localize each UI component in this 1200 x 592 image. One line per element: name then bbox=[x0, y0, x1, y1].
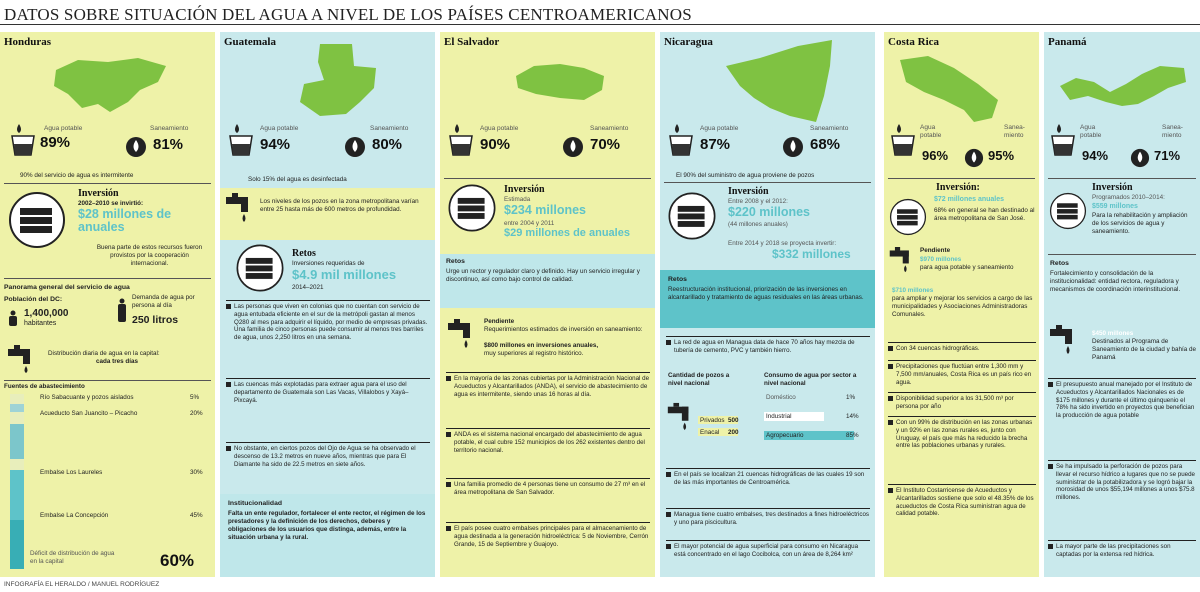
panorama-title: Panorama general del servicio de agua bbox=[4, 284, 130, 291]
nicaragua-map-icon bbox=[720, 36, 840, 126]
fuentes-title: Fuentes de abastecimiento bbox=[4, 383, 85, 390]
inv-sub2: Entre 2014 y 2018 se proyecta invertir: bbox=[728, 240, 837, 247]
san-percent: 95% bbox=[988, 148, 1015, 163]
divider bbox=[888, 178, 1035, 179]
san-percent: 81% bbox=[153, 136, 184, 153]
cons-title: Consumo de agua por sector a nivel nacional bbox=[764, 372, 857, 387]
pend-text: Requerimientos estimados de inversión en saneamiento: bbox=[484, 326, 643, 333]
inv-note: Para la rehabilitación y ampliación de los servicios de agua y saneamiento. bbox=[1092, 212, 1188, 235]
guatemala-column bbox=[220, 32, 435, 577]
agua-percent: 90% bbox=[480, 136, 511, 153]
inv-amount1: $234 millones bbox=[504, 203, 586, 217]
inv-title: Inversión bbox=[728, 186, 769, 197]
retos-amount: $4.9 mil millones bbox=[292, 267, 397, 282]
san-label: Saneamiento bbox=[370, 125, 409, 132]
pop-label: Población del DC: bbox=[4, 296, 63, 303]
retos-title: Retos bbox=[668, 276, 687, 283]
bullet: En el país se localizan 21 cuencas hidrográficas de las cuales 19 son de las más importantes de Centroamérica. bbox=[666, 468, 870, 487]
country-name: Guatemala bbox=[224, 36, 276, 48]
bullet: Precipitaciones que fluctúan entre 1,300 mm y 7,500 mm/anuales, Costa Rica es un país rico en agua. bbox=[888, 360, 1036, 386]
inv-amount1: $220 millones bbox=[728, 205, 810, 219]
divider bbox=[1048, 254, 1196, 255]
pop-unit: habitantes bbox=[24, 320, 57, 327]
inst-text: Falta un ente regulador, fortalecer el ente rector, el régimen de los prestadores y la definición de los derechos, deberes y obligaciones de los usuarios que distinga, además, entre la situación urbana y la rural. bbox=[228, 510, 426, 541]
bullet: Managua tiene cuatro embalses, tres destinados a fines hidroeléctricos y uno para piscicultura. bbox=[666, 508, 870, 527]
inv-note: Buena parte de estos recursos fueron provistos por la cooperación internacional. bbox=[96, 244, 203, 267]
retos-title: Retos bbox=[446, 258, 465, 265]
water-level-bar bbox=[10, 394, 24, 569]
divider bbox=[444, 178, 651, 179]
san-percent: 80% bbox=[372, 136, 403, 153]
sanitation-drop-icon bbox=[562, 136, 584, 158]
people-icon bbox=[6, 310, 20, 326]
bullet: La red de agua en Managua data de hace 70 años hay mezcla de tubería de cemento, PVC y también hierro. bbox=[666, 336, 870, 355]
faucet-icon bbox=[1048, 324, 1078, 356]
pozo-value: 500 bbox=[728, 417, 739, 424]
pend-title: Pendiente bbox=[920, 247, 951, 254]
san-label: Sanea-miento bbox=[1162, 124, 1183, 140]
faucet-icon bbox=[224, 192, 254, 224]
pozo-name: Privados bbox=[700, 417, 725, 424]
agua-percent: 96% bbox=[922, 148, 949, 163]
bullet: Las personas que viven en colonias que no cuentan con servicio de agua entubada eficiente en el sur de la metrópoli gastan al menos Q280 al mes para adquirir el líquido, por medio de empresas privadas. Una familia de cinco personas puede consumir al menos tres barriles de agua, unos 2,250 litros en una semana. bbox=[226, 300, 430, 342]
inv-sub: Programados 2010–2014: bbox=[1092, 194, 1165, 201]
deficit-value: 60% bbox=[160, 551, 195, 570]
inv-amount: $72 millones anuales bbox=[934, 196, 1005, 203]
page-title: DATOS SOBRE SITUACIÓN DEL AGUA A NIVEL DE LOS PAÍSES CENTROAMERICANOS bbox=[4, 5, 692, 24]
bullet: El país posee cuatro embalses principales para el almacenamiento de agua destinada a la generación hidroeléctrica: 5 de Noviembre, Cerrón Grande, 15 de Septiembre y Guajoyo. bbox=[446, 522, 650, 548]
san-percent: 70% bbox=[590, 136, 621, 153]
water-glass-icon bbox=[1050, 124, 1076, 156]
inv-sub: Entre 2008 y el 2012: bbox=[728, 198, 788, 205]
ret-text: Destinados al Programa de Saneamiento de la ciudad y bahía de Panamá bbox=[1092, 338, 1196, 361]
agua-label: Agua potable bbox=[920, 124, 942, 140]
agua-label: Agua potable bbox=[44, 125, 83, 132]
retos-text: Fortalecimiento y consolidación de la institucionalidad: entidad rectora, reguladora y mecanismos de coordinación interinstitucional. bbox=[1050, 270, 1181, 293]
inv-amount: $28 millones de anuales bbox=[78, 207, 172, 235]
retos-text: Reestructuración institucional, priorización de las inversiones en alcantarillado y tratamiento de aguas residuales en las áreas urbanas. bbox=[668, 286, 864, 301]
inv-title: Inversión bbox=[504, 184, 545, 195]
sanitation-drop-icon bbox=[782, 136, 804, 158]
agua-label: Agua potable bbox=[260, 125, 299, 132]
inv-amount: $559 millones bbox=[1092, 203, 1138, 210]
water-glass-icon bbox=[448, 124, 474, 156]
source-pct: 20% bbox=[190, 410, 203, 417]
water-glass-icon bbox=[890, 124, 916, 156]
agua-percent: 87% bbox=[700, 136, 731, 153]
faucet-icon bbox=[6, 344, 36, 374]
divider bbox=[4, 278, 211, 279]
credit-footer: INFOGRAFÍA EL HERALDO / MANUEL RODRÍGUEZ bbox=[4, 581, 160, 588]
money-stack-icon bbox=[1048, 192, 1088, 230]
source-name: Embalse La Concepción bbox=[40, 512, 109, 519]
cons-pct: 1% bbox=[846, 394, 856, 401]
costarica-column bbox=[884, 32, 1039, 577]
pozos-note: El 90% del suministro de agua proviene de pozos bbox=[676, 172, 815, 179]
divider bbox=[4, 183, 211, 184]
san-label: Saneamiento bbox=[590, 125, 629, 132]
retos-title: Retos bbox=[1050, 260, 1069, 267]
san-label: Saneamiento bbox=[150, 125, 189, 132]
pend-title: Pendiente bbox=[484, 318, 515, 325]
source-name: Embalse Los Laureles bbox=[40, 469, 103, 476]
country-name: Costa Rica bbox=[888, 36, 940, 48]
panama-map-icon bbox=[1056, 56, 1190, 116]
pend-amount2: $710 millones bbox=[892, 287, 934, 294]
agua-label: Agua potable bbox=[480, 125, 519, 132]
retos-period: 2014–2021 bbox=[292, 284, 324, 291]
water-glass-icon bbox=[228, 124, 254, 156]
demand-value: 250 litros bbox=[132, 314, 179, 326]
agua-label: Agua potable bbox=[1080, 124, 1102, 140]
inv-period: 2002–2010 se invirtió: bbox=[78, 200, 144, 207]
divider bbox=[1048, 178, 1196, 179]
money-stack-icon bbox=[666, 192, 718, 240]
disinfected-note: Solo 15% del agua es desinfectada bbox=[248, 176, 347, 183]
bullet: El mayor potencial de agua superficial para consumo en Nicaragua está concentrado en el lago Cocibolca, con un área de 8,264 km² bbox=[666, 540, 870, 559]
honduras-map-icon bbox=[48, 52, 173, 124]
money-stack-icon bbox=[6, 192, 68, 248]
pozo-name: Enacal bbox=[700, 429, 720, 436]
retos-sub: Inversiones requeridas de bbox=[292, 260, 365, 267]
demand-label: Demanda de agua por persona al día bbox=[132, 294, 195, 309]
inv-note: 68% en general se han destinado al área metropolitana de San José. bbox=[934, 207, 1035, 222]
bullet: Con un 99% de distribución en las zonas urbanas y un 92% en las zonas rurales es, junto con Uruguay, el país que más ha reducido la brecha entre las poblaciones urbanas y rurales. bbox=[888, 416, 1036, 450]
agua-percent: 94% bbox=[1082, 148, 1109, 163]
divider bbox=[4, 380, 211, 381]
country-name: El Salvador bbox=[444, 36, 500, 48]
money-stack-icon bbox=[888, 198, 928, 236]
header bbox=[0, 0, 1200, 28]
inv-title: Inversión bbox=[78, 188, 119, 199]
elsalvador-map-icon bbox=[510, 56, 610, 106]
source-pct: 30% bbox=[190, 469, 203, 476]
panama-column bbox=[1044, 32, 1200, 577]
bullet: En la mayoría de las zonas cubiertas por la Administración Nacional de Acueductos y Alcantarillados (ANDA), el servicio de abastecimiento de agua es intermitente, siendo unas 16 horas al día. bbox=[446, 372, 650, 398]
san-percent: 71% bbox=[1154, 148, 1181, 163]
water-glass-icon bbox=[10, 124, 36, 156]
inv-amount2: $29 millones de anuales bbox=[504, 227, 630, 239]
faucet-icon bbox=[446, 318, 476, 350]
intermittent-note: 90% del servicio de agua es intermitente bbox=[20, 172, 134, 179]
san-label: Saneamiento bbox=[810, 125, 849, 132]
cons-name: Doméstico bbox=[766, 394, 796, 401]
cons-name: Industrial bbox=[766, 413, 792, 420]
sanitation-drop-icon bbox=[1130, 148, 1150, 168]
cons-pct: 14% bbox=[846, 413, 859, 420]
inv-title: Inversión bbox=[1092, 182, 1133, 193]
bullet: La mayor parte de las precipitaciones son captadas por la extensa red hídrica. bbox=[1048, 540, 1196, 559]
water-glass-icon bbox=[668, 124, 694, 156]
bullet: Disponibilidad superior a los 31,500 m³ por persona por año bbox=[888, 392, 1036, 411]
cons-pct: 85% bbox=[846, 432, 859, 439]
pozo-value: 200 bbox=[728, 429, 739, 436]
bullet: Se ha impulsado la perforación de pozos para llevar el recurso hídrico a lugares que no se puede suministrar de la potabilizadora y se logró bajar la morosidad de unos $55,194 millones a unos $75.8 millones. bbox=[1048, 460, 1196, 502]
nicaragua-column bbox=[660, 32, 875, 577]
inv-mid: entre 2004 y 2011 bbox=[504, 220, 555, 227]
bullet: No obstante, en ciertos pozos del Ojo de Agua se ha observado el descenso de 13.2 metros en nueve años, mientras que para El Diamante ha sido de 22.5 metros en siete años. bbox=[226, 442, 430, 468]
faucet-icon bbox=[888, 246, 914, 274]
source-name: Río Sabacuante y pozos aislados bbox=[40, 394, 134, 401]
pend-text: para agua potable y saneamiento bbox=[920, 264, 1014, 271]
retos-title: Retos bbox=[292, 248, 316, 259]
source-pct: 5% bbox=[190, 394, 200, 401]
country-name: Nicaragua bbox=[664, 36, 713, 48]
bullet: El Instituto Costarricense de Acueductos y Alcantarillados sostiene que solo el 48.35% de los acueductos de Costa Rica suministran agua de calidad potable. bbox=[888, 484, 1036, 518]
cons-name: Agropecuario bbox=[766, 432, 804, 439]
country-name: Honduras bbox=[4, 36, 52, 48]
san-percent: 68% bbox=[810, 136, 841, 153]
header-rule bbox=[0, 24, 1200, 25]
pend-amount: $970 millones bbox=[920, 256, 962, 263]
sanitation-drop-icon bbox=[125, 136, 147, 158]
costarica-map-icon bbox=[894, 52, 1004, 130]
pend-text2: para ampliar y mejorar los servicios a cargo de las municipalidades y Asociaciones Administradoras Comunales. bbox=[892, 295, 1033, 318]
san-label: Sanea-miento bbox=[1004, 124, 1025, 140]
pozos-text: Los niveles de los pozos en la zona metropolitana varían entre 25 hasta más de 600 metros de profundidad. bbox=[260, 198, 419, 213]
money-stack-icon bbox=[234, 244, 286, 292]
agua-percent: 94% bbox=[260, 136, 291, 153]
sanitation-drop-icon bbox=[964, 148, 984, 168]
person-icon bbox=[116, 298, 128, 322]
inv-title: Inversión: bbox=[936, 182, 980, 193]
inv-amount2: $332 millones bbox=[772, 247, 851, 261]
pop-value: 1,400,000 bbox=[24, 308, 69, 319]
retos-text: Urge un rector y regulador claro y definido. Hay un servicio irregular y discontinuo, así como bajo control de calidad. bbox=[446, 268, 640, 283]
inv-mid: (44 millones anuales) bbox=[728, 221, 788, 228]
faucet-icon bbox=[664, 402, 696, 432]
agua-label: Agua potable bbox=[700, 125, 739, 132]
bullet: Una familia promedio de 4 personas tiene un consumo de 27 m³ en el área metropolitana de San Salvador. bbox=[446, 478, 650, 497]
divider bbox=[664, 182, 871, 183]
agua-percent: 89% bbox=[40, 134, 71, 151]
guatemala-map-icon bbox=[290, 40, 385, 120]
pend-bold: $800 millones en inversiones anuales, bbox=[484, 342, 599, 349]
bullet: Las cuencas más explotadas para extraer agua para el uso del departamento de Guatemala son Las Vacas, Villalobos y Xayá–Pixcayá. bbox=[226, 378, 430, 404]
deficit-label: Déficit de distribución de agua en la capital bbox=[30, 550, 115, 565]
cant-title: Cantidad de pozos a nivel nacional bbox=[668, 372, 730, 387]
inv-sub: Estimada bbox=[504, 196, 531, 203]
sanitation-drop-icon bbox=[344, 136, 366, 158]
bullet: Con 34 cuencas hidrográficas. bbox=[888, 342, 1036, 353]
source-pct: 45% bbox=[190, 512, 203, 519]
money-stack-icon bbox=[446, 184, 498, 232]
bullet: ANDA es el sistema nacional encargado del abastecimiento de agua potable, el cual cubre 152 municipios de los 262 existentes dentro del territorio nacional. bbox=[446, 428, 650, 454]
ret-amount: $450 millones bbox=[1092, 330, 1134, 337]
pend-end: muy superiores al registro histórico. bbox=[484, 350, 584, 357]
inst-title: Institucionalidad bbox=[228, 500, 283, 507]
country-name: Panamá bbox=[1048, 36, 1087, 48]
source-name: Acueducto San Juancito – Picacho bbox=[40, 410, 138, 417]
honduras-column bbox=[0, 32, 215, 577]
bullet: El presupuesto anual manejado por el Instituto de Acueductos y Alcantarillados Nacionales es de $175 millones y durante el último quinquenio el 78% ha sido invertido en proyectos que benefician la producción de agua potable bbox=[1048, 378, 1196, 420]
dist-value: cada tres días bbox=[96, 358, 139, 365]
dist-label: Distribución diaria de agua en la capital: bbox=[48, 350, 160, 357]
elsalvador-column bbox=[440, 32, 655, 577]
